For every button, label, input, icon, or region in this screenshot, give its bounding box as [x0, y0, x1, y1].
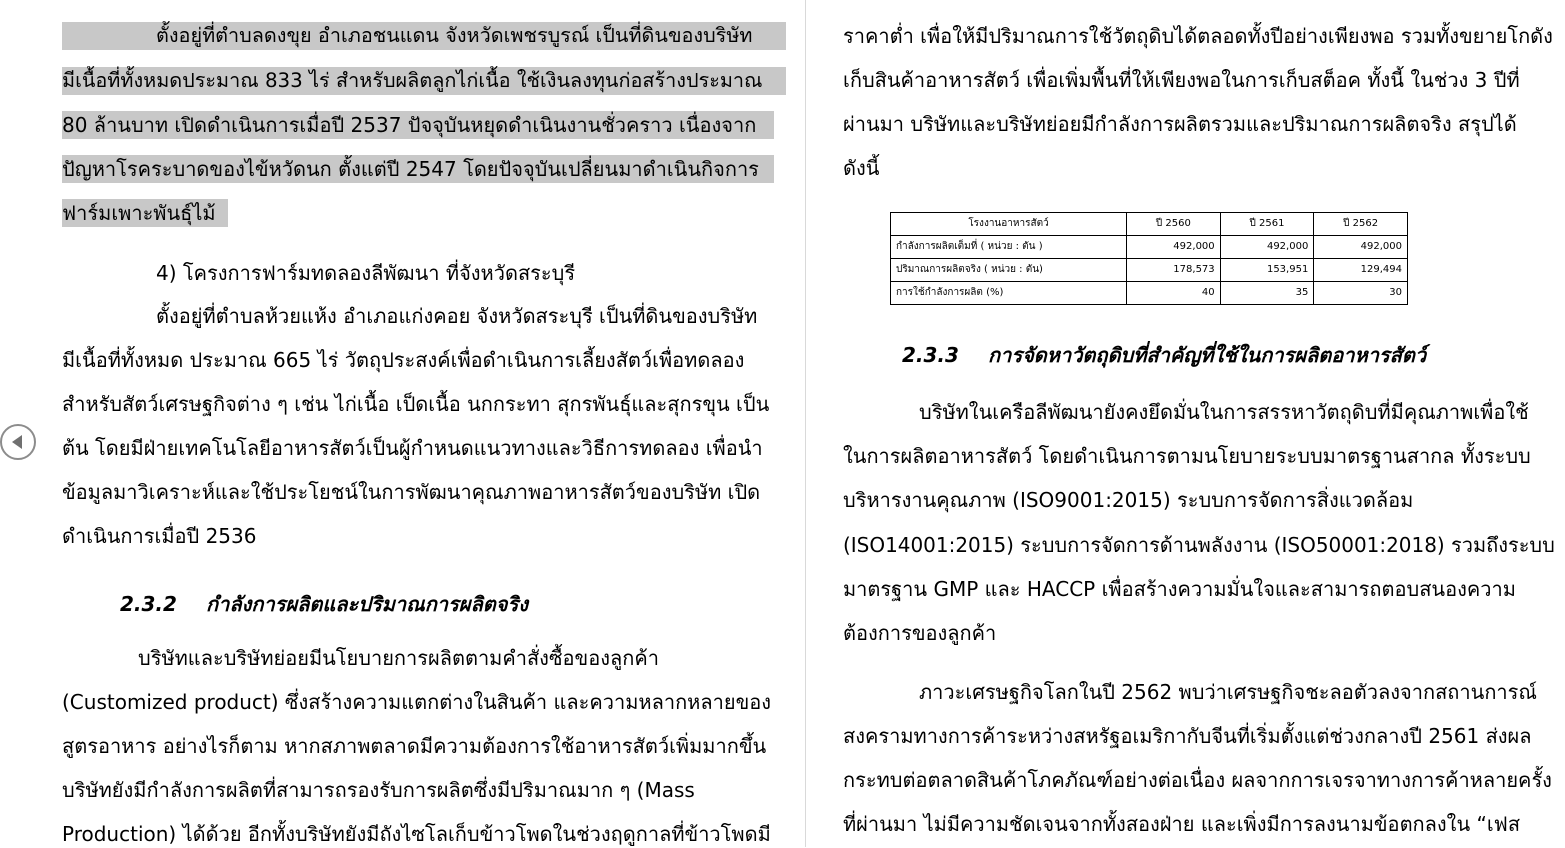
para1-line-1: ตั้งอยู่ที่ตำบลดงขุย อำเภอชนแดน จังหวัดเพชรบูรณ์ เป็นที่ดินของบริษัท [62, 22, 786, 50]
table-header-cell: ปี 2562 [1314, 213, 1408, 236]
para2-line-5: ข้อมูลมาวิเคราะห์และใช้ประโยชน์ในการพัฒนาคุณภาพอาหารสัตว์ของบริษัท เปิด [62, 480, 761, 504]
r-para3-line-3: กระทบต่อตลาดสินค้าโภคภัณฑ์อย่างต่อเนื่อง ผลจากการเจรจาทางการค้าหลายครั้ง [843, 768, 1552, 792]
table-cell: กำลังการผลิตเต็มที่ ( หน่วย : ตัน ) [891, 236, 1127, 259]
item4-title: 4) โครงการฟาร์มทดลองลีพัฒนา ที่จังหวัดสระบุรี [156, 261, 576, 285]
para2-line-6: ดำเนินการเมื่อปี 2536 [62, 524, 257, 548]
heading-number: 2.3.3 [902, 343, 959, 367]
para3-line-2: (Customized product) ซึ่งสร้างความแตกต่างในสินค้า และความหลากหลายของ [62, 690, 772, 714]
r-para2-line-6: ต้องการของลูกค้า [843, 621, 997, 645]
table-header-cell: โรงงานอาหารสัตว์ [891, 213, 1127, 236]
r-para3-line-4: ที่ผ่านมา ไม่มีความชัดเจนจากทั้งสองฝ่าย และเพิ่งมีการลงนามข้อตกลงใน “เฟส [843, 812, 1521, 836]
r-para2-line-1: บริษัทในเครือลีพัฒนายังคงยึดมั่นในการสรรหาวัตถุดิบที่มีคุณภาพเพื่อใช้ [919, 400, 1529, 424]
section-heading-2-3-2 [120, 590, 528, 618]
heading-number: 2.3.2 [120, 592, 177, 616]
para1-line-3: 80 ล้านบาท เปิดดำเนินการเมื่อปี 2537 ปัจจุบันหยุดดำเนินงานชั่วคราว เนื่องจาก [62, 111, 774, 139]
table-cell: ปริมาณการผลิตจริง ( หน่วย : ตัน) [891, 259, 1127, 282]
table-header-cell: ปี 2561 [1220, 213, 1314, 236]
para2-line-2: มีเนื้อที่ทั้งหมด ประมาณ 665 ไร่ วัตถุประสงค์เพื่อดำเนินการเลี้ยงสัตว์เพื่อทดลอง [62, 348, 745, 372]
para2-line-3: สำหรับสัตว์เศรษฐกิจต่าง ๆ เช่น ไก่เนื้อ เป็ดเนื้อ นกกระทา สุกรพันธุ์และสุกรขุน เป็น [62, 392, 770, 416]
r-para1-line-3: ผ่านมา บริษัทและบริษัทย่อยมีกำลังการผลิตรวมและปริมาณการผลิตจริง สรุปได้ [843, 112, 1517, 136]
previous-page-button[interactable] [0, 424, 36, 460]
r-para3-line-2: สงครามทางการค้าระหว่างสหรัฐอเมริกากับจีนที่เริ่มตั้งแต่ช่วงกลางปี 2561 ส่งผล [843, 724, 1532, 748]
heading-text: การจัดหาวัตถุดิบที่สำคัญที่ใช้ในการผลิตอาหารสัตว์ [988, 343, 1427, 367]
r-para2-line-5: มาตรฐาน GMP และ HACCP เพื่อสร้างความมั่นใจและสามารถตอบสนองความ [843, 577, 1516, 601]
r-para2-line-2: ในการผลิตอาหารสัตว์ โดยดำเนินการตามนโยบายระบบมาตรฐานสากล ทั้งระบบ [843, 444, 1531, 468]
table-cell: 35 [1220, 282, 1314, 305]
para2-line-4: ต้น โดยมีฝ่ายเทคโนโลยีอาหารสัตว์เป็นผู้กำหนดแนวทางและวิธีการทดลอง เพื่อนำ [62, 436, 763, 460]
para1-line-4: ปัญหาโรคระบาดของไข้หวัดนก ตั้งแต่ปี 2547 โดยปัจจุบันเปลี่ยนมาดำเนินกิจการ [62, 155, 774, 183]
para3-line-3: สูตรอาหาร อย่างไรก็ตาม หากสภาพตลาดมีความต้องการใช้อาหารสัตว์เพิ่มมากขึ้น [62, 734, 767, 758]
table-row [891, 259, 1408, 282]
table-row [891, 282, 1408, 305]
r-para1-line-2: เก็บสินค้าอาหารสัตว์ เพื่อเพิ่มพื้นที่ให้เพียงพอในการเก็บสต็อค ทั้งนี้ ในช่วง 3 ปีที่ [843, 68, 1520, 92]
para1-line-2: มีเนื้อที่ทั้งหมดประมาณ 833 ไร่ สำหรับผลิตลูกไก่เนื้อ ใช้เงินลงทุนก่อสร้างประมาณ [62, 67, 786, 95]
para2-line-1: ตั้งอยู่ที่ตำบลห้วยแห้ง อำเภอแก่งคอย จังหวัดสระบุรี เป็นที่ดินของบริษัท [156, 304, 758, 328]
table-cell: การใช้กำลังการผลิต (%) [891, 282, 1127, 305]
table-cell: 153,951 [1220, 259, 1314, 282]
table-cell: 129,494 [1314, 259, 1408, 282]
r-para1-line-1: ราคาต่ำ เพื่อให้มีปริมาณการใช้วัตถุดิบได้ตลอดทั้งปีอย่างเพียงพอ รวมทั้งขยายโกดัง [843, 24, 1553, 48]
r-para1-line-4: ดังนี้ [843, 156, 880, 180]
r-para2-line-3: บริหารงานคุณภาพ (ISO9001:2015) ระบบการจัดการสิ่งแวดล้อม [843, 488, 1414, 512]
table-cell: 492,000 [1220, 236, 1314, 259]
production-capacity-table [890, 212, 1408, 305]
heading-text: กำลังการผลิตและปริมาณการผลิตจริง [206, 592, 528, 616]
table-cell: 40 [1127, 282, 1221, 305]
table-header-row [891, 213, 1408, 236]
table-cell: 492,000 [1314, 236, 1408, 259]
para1-line-5: ฟาร์มเพาะพันธุ์ไม้ [62, 199, 228, 227]
table-row [891, 236, 1408, 259]
r-para3-line-1: ภาวะเศรษฐกิจโลกในปี 2562 พบว่าเศรษฐกิจชะลอตัวลงจากสถานการณ์ [919, 680, 1537, 704]
table-cell: 30 [1314, 282, 1408, 305]
chevron-left-icon [12, 435, 22, 449]
r-para2-line-4: (ISO14001:2015) ระบบการจัดการด้านพลังงาน (ISO50001:2018) รวมถึงระบบ [843, 533, 1555, 557]
table-header-cell: ปี 2560 [1127, 213, 1221, 236]
page-gutter [805, 0, 806, 847]
para3-line-1: บริษัทและบริษัทย่อยมีนโยบายการผลิตตามคำสั่งซื้อของลูกค้า [138, 646, 659, 670]
table-cell: 492,000 [1127, 236, 1221, 259]
table-cell: 178,573 [1127, 259, 1221, 282]
section-heading-2-3-3 [902, 341, 1426, 369]
para3-line-4: บริษัทยังมีกำลังการผลิตที่สามารถรองรับการผลิตซึ่งมีปริมาณมาก ๆ (Mass [62, 778, 695, 802]
para3-line-5: Production) ได้ด้วย อีกทั้งบริษัทยังมีถังไซโลเก็บข้าวโพดในช่วงฤดูกาลที่ข้าวโพดมี [62, 822, 771, 846]
